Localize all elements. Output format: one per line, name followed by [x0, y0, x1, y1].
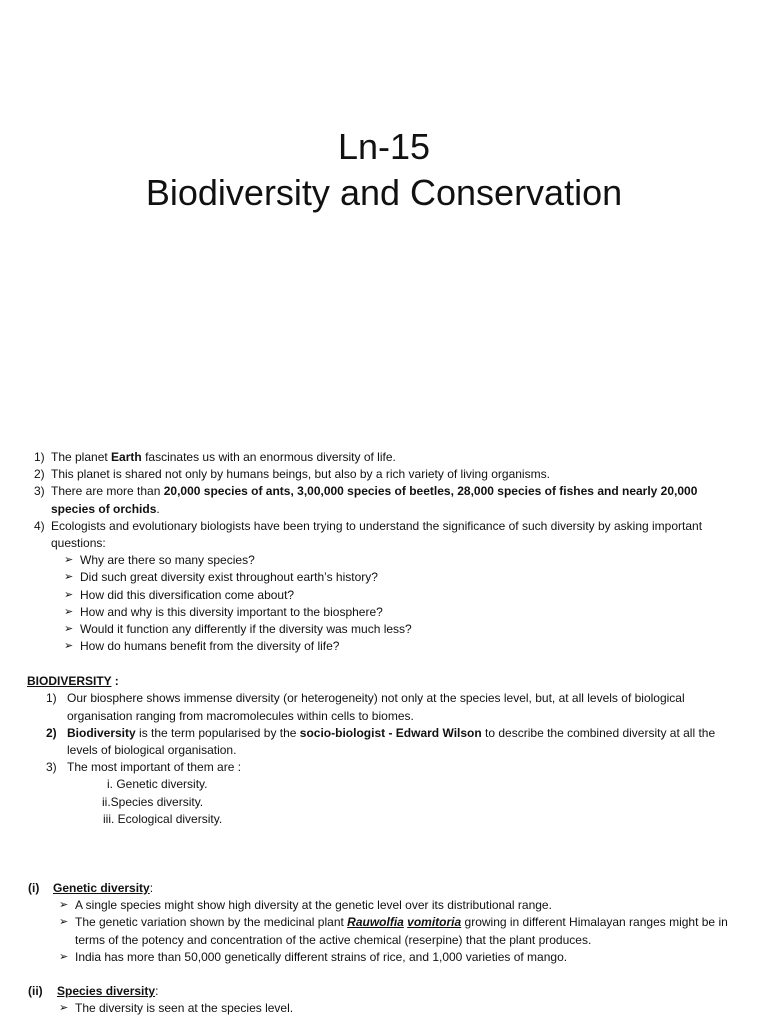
arrow-bullet-icon: ➢ [64, 640, 74, 653]
biodiversity-item-2: 2) Biodiversity is the term popularised by the socio-biologist - Edward Wilson to describe the combined diversity at all the levels of biological organisation. [46, 725, 716, 758]
arrow-bullet-icon: ➢ [64, 588, 74, 601]
question-item: ➢ How did this diversification come about? [0, 587, 768, 604]
document-body [0, 449, 768, 1017]
genetic-bullet: ➢ India has more than 50,000 genetically different strains of rice, and 1,000 varieties of mango. [0, 949, 768, 966]
title-block [0, 124, 768, 216]
arrow-bullet-icon: ➢ [64, 554, 74, 567]
diversity-type-item: i. Genetic diversity. [107, 777, 208, 792]
biodiversity-item-1: 1) Our biosphere shows immense diversity (or heterogeneity) not only at the species level, but, at all levels of biological organisation ranging from macromolecules within cells to biomes. [46, 691, 685, 723]
biodiversity-heading: BIODIVERSITY : [27, 674, 119, 689]
lesson-number: Ln-15 [337, 126, 431, 167]
species-diversity-heading: (ii) Species diversity: [28, 983, 159, 998]
question-item: ➢ Why are there so many species? [0, 552, 768, 569]
biodiversity-item-3: 3) The most important of them are : [46, 760, 242, 775]
arrow-bullet-icon: ➢ [59, 899, 69, 912]
arrow-bullet-icon: ➢ [64, 605, 74, 618]
question-item: ➢ How do humans benefit from the diversity of life? [0, 638, 768, 655]
question-item: ➢ How and why is this diversity important to the biosphere? [0, 604, 768, 621]
genetic-diversity-heading: (i) Genetic diversity: [28, 881, 154, 895]
intro-item-1: 1) The planet Earth fascinates us with an enormous diversity of life. [34, 450, 396, 464]
diversity-type-item: ii.Species diversity. [102, 794, 204, 809]
species-bullet: ➢ The diversity is seen at the species level. [0, 1000, 768, 1017]
arrow-bullet-icon: ➢ [59, 1002, 69, 1015]
question-item: ➢ Did such great diversity exist throughout earth’s history? [0, 569, 768, 586]
arrow-bullet-icon: ➢ [59, 916, 69, 929]
intro-item-4: 4) Ecologists and evolutionary biologists have been trying to understand the significance of such diversity by asking important questions: [34, 518, 703, 550]
question-item: ➢ Would it function any differently if the diversity was much less? [0, 621, 768, 638]
arrow-bullet-icon: ➢ [64, 622, 74, 635]
genetic-bullet: ➢ A single species might show high diversity at the genetic level over its distributional range. [0, 897, 768, 914]
arrow-bullet-icon: ➢ [59, 950, 69, 963]
intro-item-3: 3) There are more than 20,000 species of ants, 3,00,000 species of beetles, 28,000 species of fishes and nearly 20,000 species of orchids. [34, 484, 698, 516]
genetic-bullet: ➢ The genetic variation shown by the medicinal plant Rauwolfia vomitoria growing in different Himalayan ranges might be in terms of the potency and concentration of the active chemical (reserpine) that the plant produces. [59, 915, 728, 947]
diversity-type-item: iii. Ecological diversity. [103, 811, 223, 826]
lesson-title: Biodiversity and Conservation [145, 172, 623, 213]
arrow-bullet-icon: ➢ [64, 571, 74, 584]
intro-item-2: 2) This planet is shared not only by humans beings, but also by a rich variety of living organisms. [34, 467, 550, 482]
